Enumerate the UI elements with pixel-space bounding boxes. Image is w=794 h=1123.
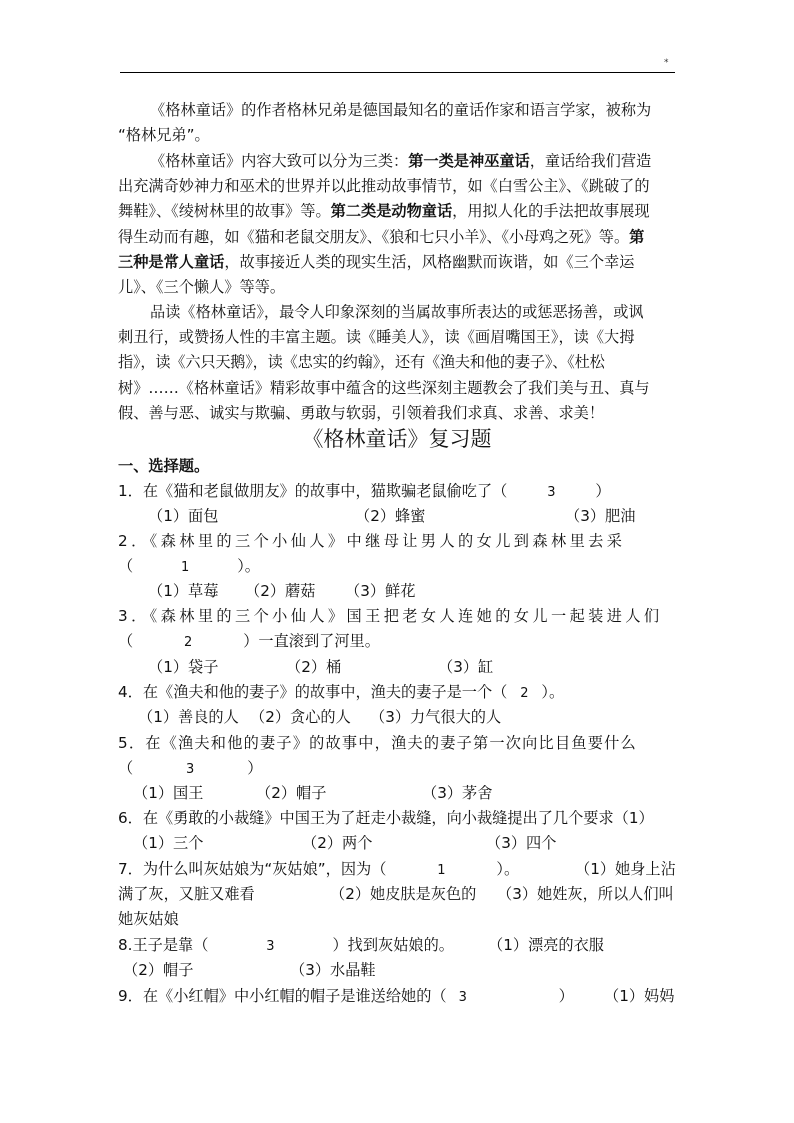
q7-option-1a: （1）她身上沾 xyxy=(575,860,676,878)
q4-option-2: （2）贪心的人 xyxy=(250,708,351,726)
q6-option-2: （2）两个 xyxy=(302,834,373,852)
q5-option-2: （2）帽子 xyxy=(256,784,327,802)
text: 刺丑行，或赞扬人性的丰富主题。读 xyxy=(118,328,361,346)
question-7 xyxy=(118,857,519,882)
q2-option-2: （2）蘑菇 xyxy=(245,582,316,600)
intro-p3-line4 xyxy=(118,376,650,401)
text: 教会了我们美与丑、真与 xyxy=(482,379,650,397)
q2-option-3: （3）鲜花 xyxy=(345,582,416,600)
story-titles: 舞鞋》、《绫树林里的故事》 xyxy=(118,202,301,220)
question-9 xyxy=(118,984,574,1009)
question-stem: 9．在《小红帽》中小红帽的帽子是谁送给她的（ xyxy=(118,987,447,1005)
text: 等。 xyxy=(300,202,331,220)
intro-p2-line5 xyxy=(118,250,634,275)
answer-blank xyxy=(133,554,237,580)
question-stem: 7．为什么叫灰姑娘为“灰姑娘”，因为（ xyxy=(118,860,387,878)
q9-option-1: （1）妈妈 xyxy=(604,987,675,1005)
text: ，读 xyxy=(558,328,589,346)
text: 《格林童话》精彩故事中蕴含的这些深刻主题 xyxy=(178,379,483,397)
q1-option-1: （1）面包 xyxy=(148,507,219,525)
answer: 1 xyxy=(181,560,190,575)
answer-blank xyxy=(133,629,243,655)
answer-blank xyxy=(447,984,559,1010)
question-stem: 1．在《猫和老鼠做朋友》的故事中，猫欺骗老鼠偷吃了（ xyxy=(118,482,508,500)
answer: 3 xyxy=(266,939,275,954)
question-4 xyxy=(118,680,564,705)
intro-p3-line2 xyxy=(118,325,634,350)
question-1 xyxy=(118,479,611,504)
question-stem: 8.王子是靠（ xyxy=(118,936,209,954)
q3-option-1: （1）袋子 xyxy=(148,658,219,676)
question-5-cont xyxy=(118,756,262,781)
q6-option-1: （1）三个 xyxy=(133,834,204,852)
q8-option-2: （2）帽子 xyxy=(123,961,194,979)
q8-option-1: （1）漂亮的衣服 xyxy=(488,936,604,954)
answer-blank xyxy=(507,479,595,505)
text: 得生动而有趣，如 xyxy=(118,228,240,246)
text: ）找到灰姑娘的。 xyxy=(332,936,454,954)
q7-option-3b: 她灰姑娘 xyxy=(118,910,179,928)
category-3-start: 第 xyxy=(629,228,645,246)
text: ）。 xyxy=(496,860,520,878)
q7-option-2: （2）她皮肤是灰色的 xyxy=(330,885,477,903)
category-3: 三种是常人童话 xyxy=(118,253,225,271)
question-3-cont xyxy=(118,629,380,654)
text: ） xyxy=(595,482,611,500)
text: 《格林童话》内容大致可以分为三类： xyxy=(150,152,409,170)
intro-p1-line1: 《格林童话》的作者格林兄弟是德国最知名的童话作家和语言学家，被称为 xyxy=(150,101,652,119)
question-2-cont xyxy=(118,554,260,579)
header-mark: * xyxy=(664,58,669,68)
answer: 1 xyxy=(437,863,446,878)
intro-p2-line2 xyxy=(118,174,650,199)
text: 出充满奇妙神力和巫术的世界并以此推动故事情节，如 xyxy=(118,177,483,195)
category-2: 第二类是动物童话 xyxy=(330,202,453,220)
story-title: 《大拇 xyxy=(588,328,635,346)
text: ）一直滚到了河里。 xyxy=(243,632,380,650)
answer-blank xyxy=(507,680,541,706)
q3-option-3: （3）缸 xyxy=(438,658,494,676)
text: ，读 xyxy=(429,328,460,346)
q7-option-3a: （3）她姓灰，所以人们叫 xyxy=(497,885,674,903)
story-title: 《画眉嘴国王》 xyxy=(459,328,559,346)
text: （ xyxy=(118,632,134,650)
answer: 3 xyxy=(458,990,467,1005)
header-rule xyxy=(120,72,675,73)
q6-option-3: （3）四个 xyxy=(486,834,557,852)
q1-option-3: （3）肥油 xyxy=(565,507,636,525)
question-5: 5．在《渔夫和他的妻子》的故事中，渔夫的妻子第一次向比目鱼要什么 xyxy=(118,734,637,752)
answer-blank xyxy=(133,756,247,782)
q4-option-3: （3）力气很大的人 xyxy=(370,708,502,726)
intro-p2-line1 xyxy=(150,149,651,174)
text: ，故事接近人类的现实生活，风格幽默而诙谐，如 xyxy=(224,253,559,271)
answer: 3 xyxy=(186,762,195,777)
intro-p3-line5: 假、善与恶、诚实与欺骗、勇敢与软弱，引领着我们求真、求善、求美！ xyxy=(118,404,604,422)
text: ） xyxy=(247,759,263,777)
text: ）。 xyxy=(541,683,565,701)
section-heading: 一、选择题。 xyxy=(118,457,210,475)
text: （ xyxy=(118,759,134,777)
answer: 2 xyxy=(184,635,193,650)
intro-p3-line1: 品读《格林童话》，最令人印象深刻的当属故事所表达的或惩恶扬善，或讽 xyxy=(150,303,644,321)
question-6: 6．在《勇敢的小裁缝》中国王为了赶走小裁缝，向小裁缝提出了几个要求（1） xyxy=(118,809,654,827)
q8-option-3: （3）水晶鞋 xyxy=(290,961,376,979)
intro-p2-line6 xyxy=(118,275,285,300)
story-titles: 儿》、《三个懒人》 xyxy=(118,278,240,296)
q4-option-1: （1）善良的人 xyxy=(138,708,239,726)
q2-option-1: （1）草莓 xyxy=(148,582,219,600)
story-titles: 《猫和老鼠交朋友》、《狼和七只小羊》、《小母鸡之死》 xyxy=(239,228,599,246)
text: 树》…… xyxy=(118,379,179,397)
text: ）。 xyxy=(237,557,260,575)
answer: 2 xyxy=(520,686,529,701)
question-2: 2．《森林里的三个小仙人》中继母让男人的女儿到森林里去采 xyxy=(118,532,626,550)
answer-blank xyxy=(386,857,496,883)
story-titles: 《白雪公主》、《跳破了的 xyxy=(482,177,650,195)
q3-option-2: （2）桶 xyxy=(286,658,342,676)
text: ，用拟人化的手法把故事展现 xyxy=(452,202,650,220)
text: （ xyxy=(118,557,134,575)
text: ） xyxy=(558,987,574,1005)
question-stem: 4．在《渔夫和他的妻子》的故事中，渔夫的妻子是一个（ xyxy=(118,683,508,701)
question-3: 3．《森林里的三个小仙人》国王把老女人连她的女儿一起装进人们 xyxy=(118,607,663,625)
q7-option-1b: 满了灰，又脏又难看 xyxy=(118,885,255,903)
story-title: 《睡美人》 xyxy=(361,328,430,346)
text: ，童话给我们营造 xyxy=(529,152,652,170)
answer-blank xyxy=(208,933,332,959)
category-1: 第一类是神巫童话 xyxy=(408,152,530,170)
question-8 xyxy=(118,933,454,958)
story-titles: 《三个幸运 xyxy=(558,253,635,271)
q5-option-3: （3）茅舍 xyxy=(422,784,493,802)
intro-p2-line3 xyxy=(118,199,650,224)
text: 等等。 xyxy=(239,278,286,296)
text: 等。 xyxy=(598,228,630,246)
q5-option-1: （1）国王 xyxy=(133,784,204,802)
page-title: 《格林童话》复习题 xyxy=(302,427,492,451)
intro-p1-line2: “格林兄弟”。 xyxy=(118,126,210,144)
intro-p2-line4 xyxy=(118,225,644,250)
q1-option-2: （2）蜂蜜 xyxy=(355,507,426,525)
intro-p3-line3: 指》，读《六只天鹅》，读《忠实的约翰》，还有《渔夫和他的妻子》、《杜松 xyxy=(118,353,605,371)
answer: 3 xyxy=(547,485,556,500)
